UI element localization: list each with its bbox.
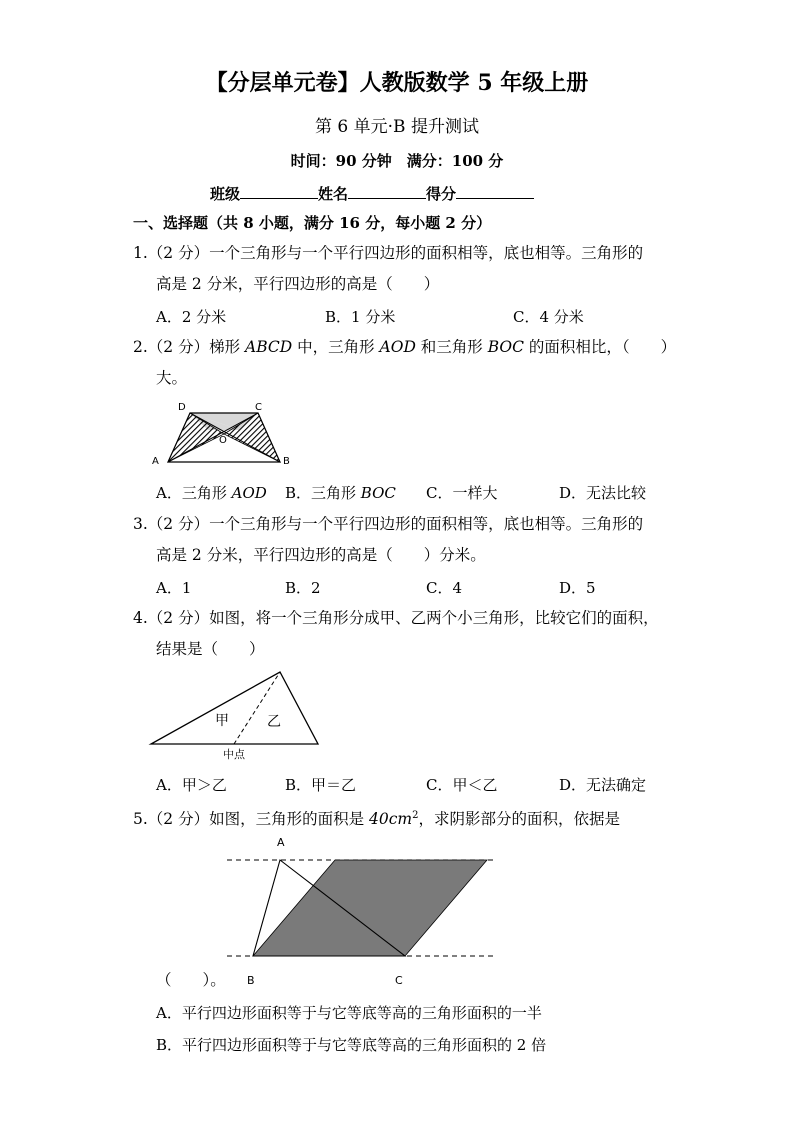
q4-triangle-figure	[145, 665, 325, 765]
q2-option-b[interactable]: B．三角形 BOC	[285, 484, 396, 502]
q4-option-c[interactable]: C．甲＜乙	[426, 776, 498, 794]
q2-option-c[interactable]: C．一样大	[426, 484, 498, 502]
score-label: 得分	[426, 185, 457, 203]
q1-option-b[interactable]: B．1 分米	[325, 308, 396, 326]
name-blank[interactable]	[348, 184, 426, 199]
q2-text-line2: 大。	[156, 369, 188, 387]
q3-option-b[interactable]: B．2	[285, 579, 321, 597]
q2-trapezoid-figure	[150, 400, 300, 470]
q3-text-line2: 高是 2 分米，平行四边形的高是（ ）分米。	[156, 546, 486, 564]
q1-text-line2: 高是 2 分米，平行四边形的高是（ ）	[156, 275, 440, 293]
q3-option-a[interactable]: A．1	[156, 579, 192, 597]
exam-meta: 时间：90 分钟 满分：100 分	[290, 152, 504, 170]
section-heading: 一、选择题（共 8 小题，满分 16 分，每小题 2 分）	[133, 214, 492, 232]
q2-label-b: B	[283, 456, 290, 467]
q5-label-c: C	[395, 974, 403, 987]
q5-shaded-parallelogram	[253, 860, 487, 956]
q5-text-line1: 5.（2 分）如图，三角形的面积是 $40cm^2$，求阴影部分的面积，依据是	[133, 810, 621, 829]
q1-text-line1: 1.（2 分）一个三角形与一个平行四边形的面积相等，底也相等。三角形的	[133, 244, 644, 262]
class-label: 班级	[210, 185, 241, 203]
q4-option-a[interactable]: A．甲＞乙	[156, 776, 227, 794]
q4-text-line1: 4.（2 分）如图，将一个三角形分成甲、乙两个小三角形，比较它们的面积，	[133, 609, 659, 627]
q4-option-d[interactable]: D．无法确定	[559, 776, 647, 794]
q5-label-b: B	[247, 974, 255, 987]
q2-option-d[interactable]: D．无法比较	[559, 484, 647, 502]
q4-option-b[interactable]: B．甲＝乙	[285, 776, 357, 794]
score-blank[interactable]	[456, 184, 534, 199]
q3-option-d[interactable]: D．5	[559, 579, 596, 597]
q1-option-a[interactable]: A．2 分米	[156, 308, 227, 326]
q5-option-b[interactable]: B．平行四边形面积等于与它等底等高的三角形面积的 2 倍	[156, 1036, 547, 1054]
q2-label-c: C	[255, 402, 262, 413]
q3-option-c[interactable]: C．4	[426, 579, 463, 597]
q2-label-a: A	[152, 456, 159, 467]
q5-parallelogram-figure	[225, 832, 495, 992]
q5-text-line2: （ ）。	[156, 971, 226, 989]
q2-option-a[interactable]: A．三角形 AOD	[156, 484, 267, 502]
page-subtitle: 第 6 单元·B 提升测试	[315, 117, 479, 137]
student-info-fields	[210, 183, 534, 204]
q4-text-line2: 结果是（ ）	[156, 640, 265, 658]
q4-label-yi: 乙	[267, 714, 281, 730]
q2-text-line1: 2.（2 分）梯形 ABCD 中，三角形 AOD 和三角形 BOC 的面积相比，（ ）	[133, 338, 677, 356]
q2-label-d: D	[178, 402, 186, 413]
q3-text-line1: 3.（2 分）一个三角形与一个平行四边形的面积相等，底也相等。三角形的	[133, 515, 644, 533]
page-title: 【分层单元卷】人教版数学 5 年级上册	[205, 70, 589, 96]
q1-option-c[interactable]: C．4 分米	[513, 308, 584, 326]
q5-option-a[interactable]: A．平行四边形面积等于与它等底等高的三角形面积的一半	[156, 1004, 542, 1022]
q5-label-a: A	[277, 836, 285, 849]
q2-label-o: O	[219, 435, 227, 446]
q4-label-midpoint: 中点	[223, 748, 245, 761]
class-blank[interactable]	[240, 184, 318, 199]
name-label: 姓名	[318, 185, 349, 203]
q4-label-jia: 甲	[215, 713, 229, 729]
